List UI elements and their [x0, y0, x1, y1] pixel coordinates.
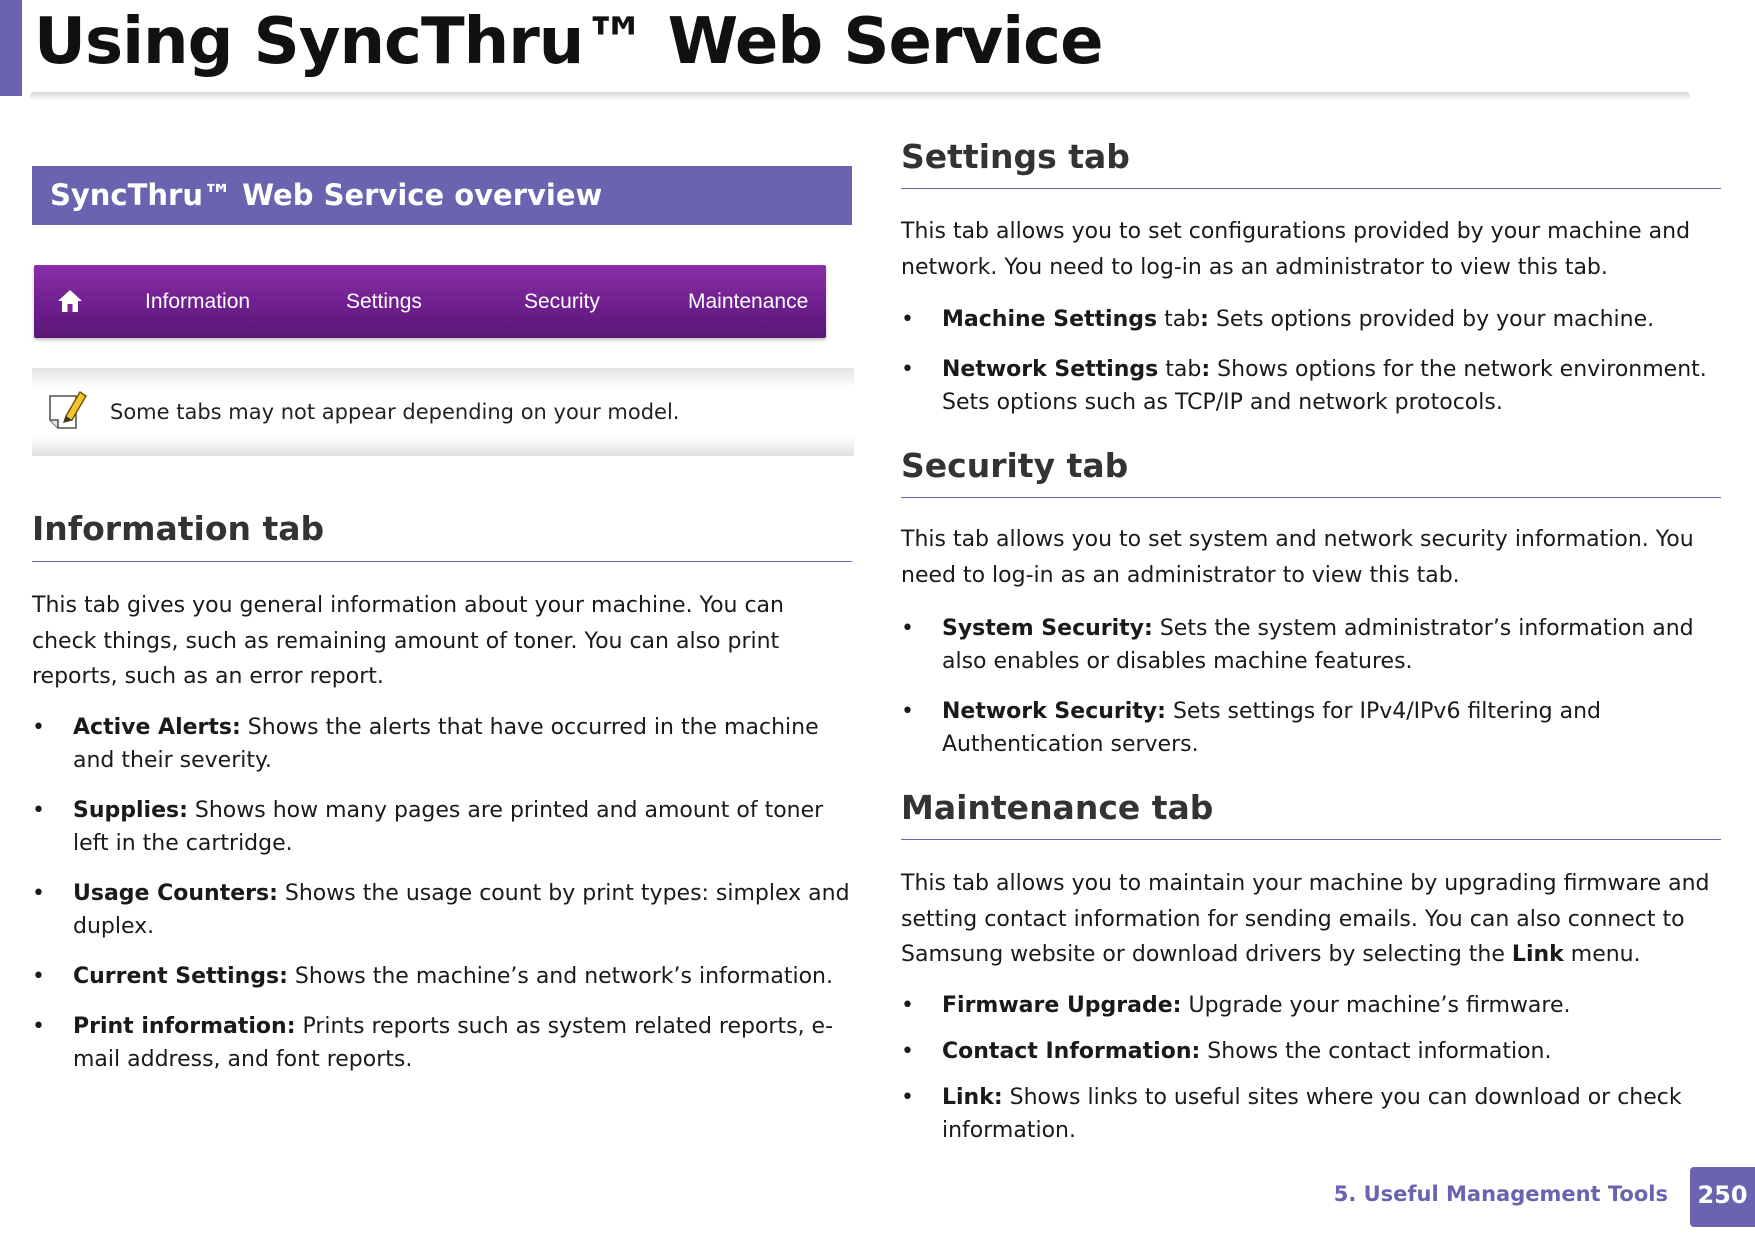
bullet-term-suffix: tab — [1158, 357, 1202, 382]
list-item — [901, 695, 1721, 761]
bullet-text: Shows how many pages are printed and amount of toner left in the cartridge. — [73, 798, 824, 856]
bullet-glyph: • — [32, 881, 45, 906]
bullet-glyph: • — [32, 1014, 45, 1039]
page-title: Using SyncThru™ Web Service — [34, 5, 1103, 79]
tab-security[interactable]: Security — [524, 290, 600, 313]
information-tab-heading: Information tab — [32, 509, 325, 548]
list-item — [32, 960, 854, 993]
syncthru-tab-bar — [34, 265, 826, 338]
maintenance-heading-rule — [901, 839, 1721, 840]
bullet-glyph: • — [32, 798, 45, 823]
bullet-term: Active Alerts: — [73, 715, 241, 740]
tab-information[interactable]: Information — [145, 290, 251, 313]
maintenance-bullet-list — [901, 989, 1721, 1164]
bullet-text: Sets settings for IPv4/IPv6 filtering and Authentication servers. — [942, 699, 1602, 757]
tab-settings[interactable]: Settings — [346, 290, 422, 313]
bullet-term-suffix: tab — [1157, 307, 1201, 332]
bullet-glyph: • — [901, 993, 914, 1018]
section-banner — [32, 166, 852, 225]
footer-chapter: 5. Useful Management Tools — [1333, 1182, 1668, 1206]
bullet-glyph: • — [32, 715, 45, 740]
maintenance-tab-heading: Maintenance tab — [901, 788, 1214, 827]
bullet-glyph: • — [32, 964, 45, 989]
bullet-glyph: • — [901, 699, 914, 724]
section-banner-title: SyncThru™ Web Service overview — [50, 178, 603, 212]
bullet-term: Firmware Upgrade: — [942, 993, 1182, 1018]
list-item — [32, 877, 854, 943]
bullet-text: Prints reports such as system related reports, e-mail address, and font reports. — [73, 1014, 834, 1072]
bullet-term: Network Settings — [942, 357, 1159, 382]
bullet-glyph: • — [901, 616, 914, 641]
bullet-text: Upgrade your machine’s firmware. — [1181, 993, 1571, 1018]
settings-heading-rule — [901, 188, 1721, 189]
information-intro: This tab gives you general information about your machine. You can check things, such as remaining amount of toner. You can also print reports, such as an error report. — [32, 593, 784, 689]
title-divider — [30, 92, 1690, 100]
list-item — [901, 1035, 1721, 1068]
bullet-term: Network Security: — [942, 699, 1166, 724]
bullet-term: Print information: — [73, 1014, 296, 1039]
note-box — [32, 368, 854, 456]
home-icon[interactable] — [56, 287, 84, 315]
list-item — [32, 711, 854, 777]
bullet-text: Shows options for the network environment. Sets options such as TCP/IP and network protocols. — [942, 357, 1707, 415]
list-item — [901, 989, 1721, 1022]
link-menu-reference: Link — [1511, 942, 1564, 967]
bullet-glyph: • — [901, 307, 914, 332]
maintenance-intro-end: menu. — [1563, 942, 1641, 967]
security-intro: This tab allows you to set system and network security information. You need to log-in as an administrator to view this tab. — [901, 527, 1694, 588]
note-text: Some tabs may not appear depending on your model. — [110, 400, 680, 424]
bullet-glyph: • — [901, 357, 914, 382]
list-item — [901, 303, 1721, 336]
list-item — [901, 612, 1721, 678]
bullet-glyph: • — [901, 1085, 914, 1110]
settings-tab-heading: Settings tab — [901, 137, 1130, 176]
security-bullet-list — [901, 612, 1721, 778]
list-item — [32, 1010, 854, 1076]
page-number-badge: 250 — [1690, 1167, 1755, 1227]
list-item — [32, 794, 854, 860]
bullet-text: Sets options provided by your machine. — [1208, 307, 1655, 332]
bullet-text: Shows the alerts that have occurred in the machine and their severity. — [73, 715, 819, 773]
bullet-term: System Security: — [942, 616, 1153, 641]
bullet-term: Contact Information: — [942, 1039, 1201, 1064]
bullet-term: Link: — [942, 1085, 1003, 1110]
bullet-text: Shows the usage count by print types: simplex and duplex. — [73, 881, 850, 939]
bullet-term: Supplies: — [73, 798, 188, 823]
bullet-term: Usage Counters: — [73, 881, 278, 906]
information-heading-rule — [32, 561, 852, 562]
header-accent-bar — [0, 0, 22, 96]
maintenance-intro-text: This tab allows you to maintain your machine by upgrading firmware and setting contact information for sending emails. You can also connect to Samsung website or download drivers by selecting the — [901, 871, 1710, 967]
security-tab-heading: Security tab — [901, 446, 1129, 485]
maintenance-intro — [901, 866, 1721, 973]
tab-maintenance[interactable]: Maintenance — [688, 290, 809, 313]
bullet-text: Sets the system administrator’s information and also enables or disables machine features. — [942, 616, 1694, 674]
bullet-text: Shows the contact information. — [1200, 1039, 1552, 1064]
settings-bullet-list — [901, 303, 1721, 436]
information-bullet-list — [32, 711, 854, 1093]
bullet-term: Current Settings: — [73, 964, 288, 989]
bullet-glyph: • — [901, 1039, 914, 1064]
bullet-text: Shows the machine’s and network’s information. — [287, 964, 833, 989]
bullet-term: Machine Settings — [942, 307, 1158, 332]
note-pencil-icon — [46, 388, 88, 434]
bullet-text: Shows links to useful sites where you can download or check information. — [942, 1085, 1682, 1143]
list-item — [901, 1081, 1721, 1147]
bullet-colon: : — [1200, 307, 1209, 332]
list-item — [901, 353, 1721, 419]
settings-intro: This tab allows you to set configurations provided by your machine and network. You need to log-in as an administrator to view this tab. — [901, 219, 1691, 280]
security-heading-rule — [901, 497, 1721, 498]
bullet-colon: : — [1201, 357, 1211, 382]
